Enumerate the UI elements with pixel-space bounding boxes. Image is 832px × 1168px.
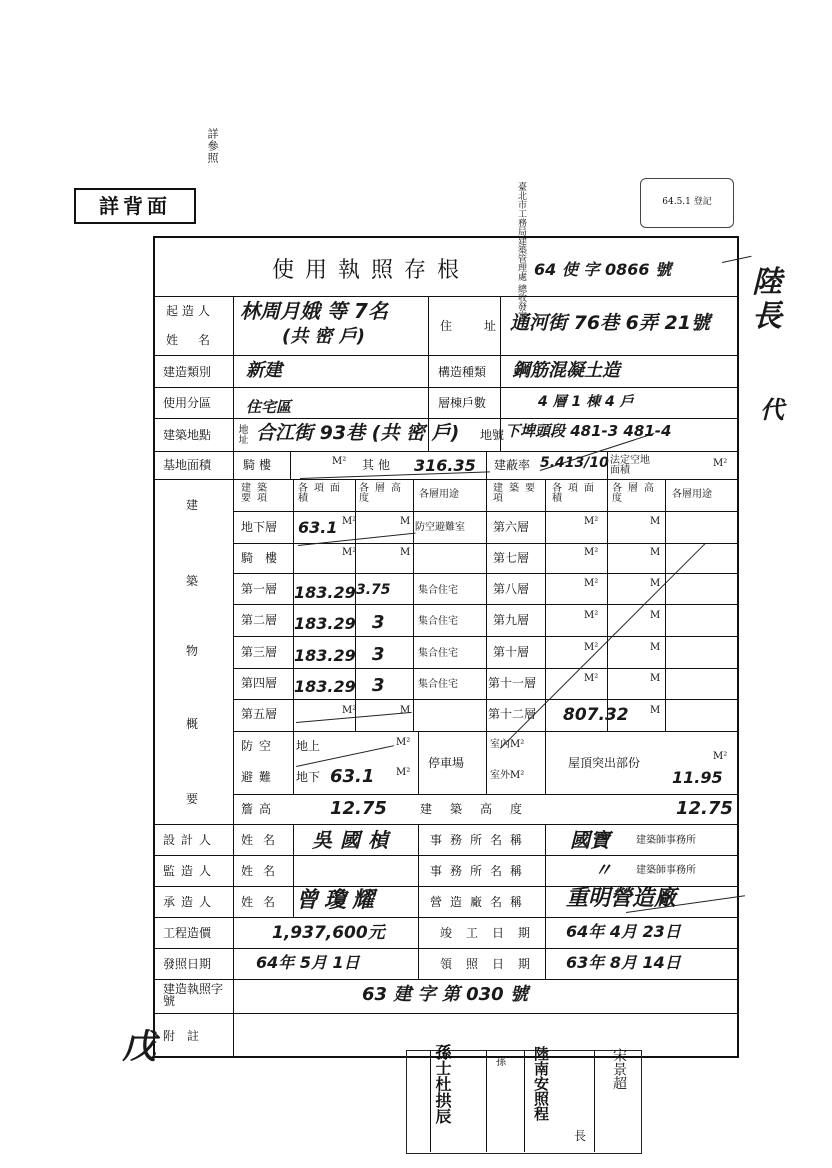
unit-m: M [650,705,661,716]
structure-value: 鋼筋混凝土造 [512,360,620,381]
floor-name: 第一層 [241,582,278,596]
unit-m: M [650,547,661,558]
floor-name-right: 第十二層 [488,707,537,721]
col-header-1: 建築要項 [241,483,273,504]
unit-m2: M² [584,642,599,653]
issue-label: 發照日期 [163,957,212,971]
unit-m2: M² [713,751,728,762]
cost-label: 工程造價 [163,926,212,940]
floor-use: 集合住宅 [418,616,458,627]
building-side-label-3: 物 [186,644,199,658]
permit-label: 建造執照字號 [163,982,224,1008]
unit-m2: M² [396,767,411,778]
floor-area: 183.29 [294,646,356,665]
contractor-name: 曾瓊耀 [296,888,381,913]
floor-height: 3 [372,675,385,696]
margin-right-1: 陸 [752,265,782,300]
roof-value: 11.95 [672,768,723,787]
floor-name-right: 第八層 [493,582,530,596]
building-side-label-2: 築 [186,574,199,588]
legal-unit: M² [713,458,728,469]
floor-height: 3 [372,612,385,633]
designer-name: 吳國楨 [312,828,396,852]
builder-value: 林周月娥 等 7名 [240,299,388,323]
margin-stamp [204,128,220,164]
form-title: 使用執照存根 [272,258,471,283]
unit-m: M [400,516,411,527]
coverage-label: 建蔽率 [494,458,531,472]
shelter-above: 地上 [296,739,321,753]
floor-area: 183.29 [294,677,356,696]
floor-area: 63.1 [298,518,338,537]
floor-height: 3 [372,644,385,665]
detail-stamp: 詳背面 [74,188,196,224]
floor-area: 183.29 [294,614,356,633]
unit-m2: M² [342,705,357,716]
col-header-6: 各項面積 [552,483,600,504]
parking-label: 停車場 [428,756,465,770]
parking-indoor: 室內M² [490,739,525,750]
structure-label: 構造種類 [438,365,487,379]
supervisor-office-label: 事務所名稱 [430,864,531,878]
supervisor-office-note: 建築師事務所 [636,865,696,876]
supervisor-name-label: 姓名 [241,864,286,878]
other-label: 其他 [362,458,395,472]
cost-value: 1,937,600元 [272,923,385,943]
shelter-label-2: 避難 [241,770,278,784]
contractor-firm: 重明營造廠 [566,886,677,911]
building-side-label-4: 概 [186,717,199,731]
receipt-stamp-right [640,178,734,228]
col-header-7: 各層高度 [612,483,660,504]
designer-label: 設計人 [163,833,218,847]
lot-label: 地號 [480,428,505,442]
completion-label: 竣工日期 [440,926,545,940]
eaves-value: 12.75 [330,798,387,819]
site-value: 合江街 93巷 (共 密 戶) [256,422,460,444]
shelter-below-value: 63.1 [330,766,375,787]
floor-name-right: 第十層 [493,645,530,659]
other-value: 316.35 [414,456,476,475]
col-header-2: 各項面積 [298,483,346,504]
supervisor-label: 監造人 [163,864,218,878]
signature-4: 宋景超 [611,1048,627,1090]
lot-value: 下埤頭段 481-3 481-4 [505,422,672,440]
floor-name: 第五層 [241,707,278,721]
floors-label: 層棟戶數 [438,396,487,410]
unit-m: M [650,578,661,589]
floor-height: 3.75 [356,582,391,598]
site-label: 建築地點 [163,428,212,442]
area-label: 基地面積 [163,458,212,472]
builder-count: (共 密 戶) [282,326,365,347]
signature-1: 孫士杜拱辰 [433,1044,452,1124]
floor-name-right: 第六層 [493,520,530,534]
zone-value: 住宅區 [246,398,292,416]
issue-value: 64年 5月 1日 [256,953,360,972]
margin-left-mark: 戊 [122,1027,156,1067]
builder-label: 起造人 [166,304,215,318]
unit-m2: M² [342,516,357,527]
floor-name-right: 第九層 [493,613,530,627]
builder-name-label: 姓 名 [166,333,215,347]
margin-right-3: 代 [760,396,784,424]
receive-value: 63年 8月 14日 [566,953,681,972]
floor-use: 集合住宅 [418,648,458,659]
unit-m: M [650,642,661,653]
floor-name: 第三層 [241,645,278,659]
unit-m2: M² [584,610,599,621]
receive-label: 領照日期 [440,957,545,971]
floor-use: 防空避難室 [415,522,465,533]
designer-office: 國寶 [570,828,610,852]
designer-name-label: 姓名 [241,833,286,847]
floor-use: 集合住宅 [418,679,458,690]
floor-use: 集合住宅 [418,585,458,596]
designer-office-label: 事務所名稱 [430,833,531,847]
unit-m: M [650,610,661,621]
floor-name: 騎 樓 [241,551,278,565]
type-label: 建造類別 [163,365,212,379]
receipt-stamp-left: 臺北市工務局建築管理處 總收發室 [516,182,526,320]
building-height-value: 12.75 [676,798,733,819]
site-sub-label: 地址 [236,424,247,444]
floor-area: 183.29 [294,583,356,602]
address-value: 通河街 76巷 6弄 21號 [510,312,710,334]
col-header-3: 各層高度 [359,483,407,504]
unit-m: M [400,547,411,558]
remark-label: 附 註 [163,1029,200,1043]
floor-name: 第二層 [241,613,278,627]
unit-m: M [400,705,411,716]
total-area: 807.32 [563,705,629,725]
floor-name: 第四層 [241,676,278,690]
building-side-label-5: 要 [186,792,199,806]
parking-outdoor: 室外M² [490,770,525,781]
unit-m: M [650,673,661,684]
contractor-name-label: 姓名 [241,895,286,909]
type-value: 新建 [246,360,282,381]
col-header-4: 各層用途 [419,489,459,500]
margin-stamp-text: 詳參照 [206,128,219,164]
receipt-stamp-date: 64.5.1 登記 [662,197,712,207]
building-height-label: 建築高度 [420,802,541,816]
shelter-label-1: 防空 [241,739,278,753]
designer-office-note: 建築師事務所 [636,835,696,846]
building-side-label-1: 建 [186,498,199,512]
contractor-label: 承造人 [163,895,218,909]
floor-name-right: 第十一層 [488,676,537,690]
permit-value: 63 建 字 第 030 號 [362,984,528,1005]
zone-label: 使用分區 [163,396,212,410]
unit-m2: M² [584,516,599,527]
floor-name: 地下層 [241,520,278,534]
completion-value: 64年 4月 23日 [566,922,681,941]
arcade-label: 騎樓 [243,458,276,472]
roof-label: 屋頂突出部份 [568,756,641,770]
unit-m2: M² [396,737,411,748]
unit-m2: M² [584,673,599,684]
unit-m2: M² [342,547,357,558]
legal-label: 法定空地面積 [610,455,650,476]
signature-3: 陸南安照程 [532,1046,550,1121]
address-label: 住 址 [440,319,507,333]
unit-m2: M² [584,578,599,589]
col-header-5: 建築要項 [493,483,541,504]
arcade-unit: M² [332,456,347,467]
floors-value: 4 層 1 棟 4 戶 [538,394,634,410]
shelter-below: 地下 [296,770,321,784]
contractor-firm-label: 營造廠名稱 [430,895,531,909]
signature-2: 孫 [496,1057,506,1068]
chief-label: 長 [574,1129,587,1143]
coverage-value: 5.413/10 [540,455,609,471]
permit-number: 64 使 字 0866 號 [534,260,672,279]
supervisor-office: 〃 [594,860,612,881]
margin-right-2: 長 [752,299,782,334]
col-header-8: 各層用途 [672,489,712,500]
unit-m: M [650,516,661,527]
unit-m2: M² [584,547,599,558]
floor-name-right: 第七層 [493,551,530,565]
eaves-label: 簷高 [241,802,278,816]
